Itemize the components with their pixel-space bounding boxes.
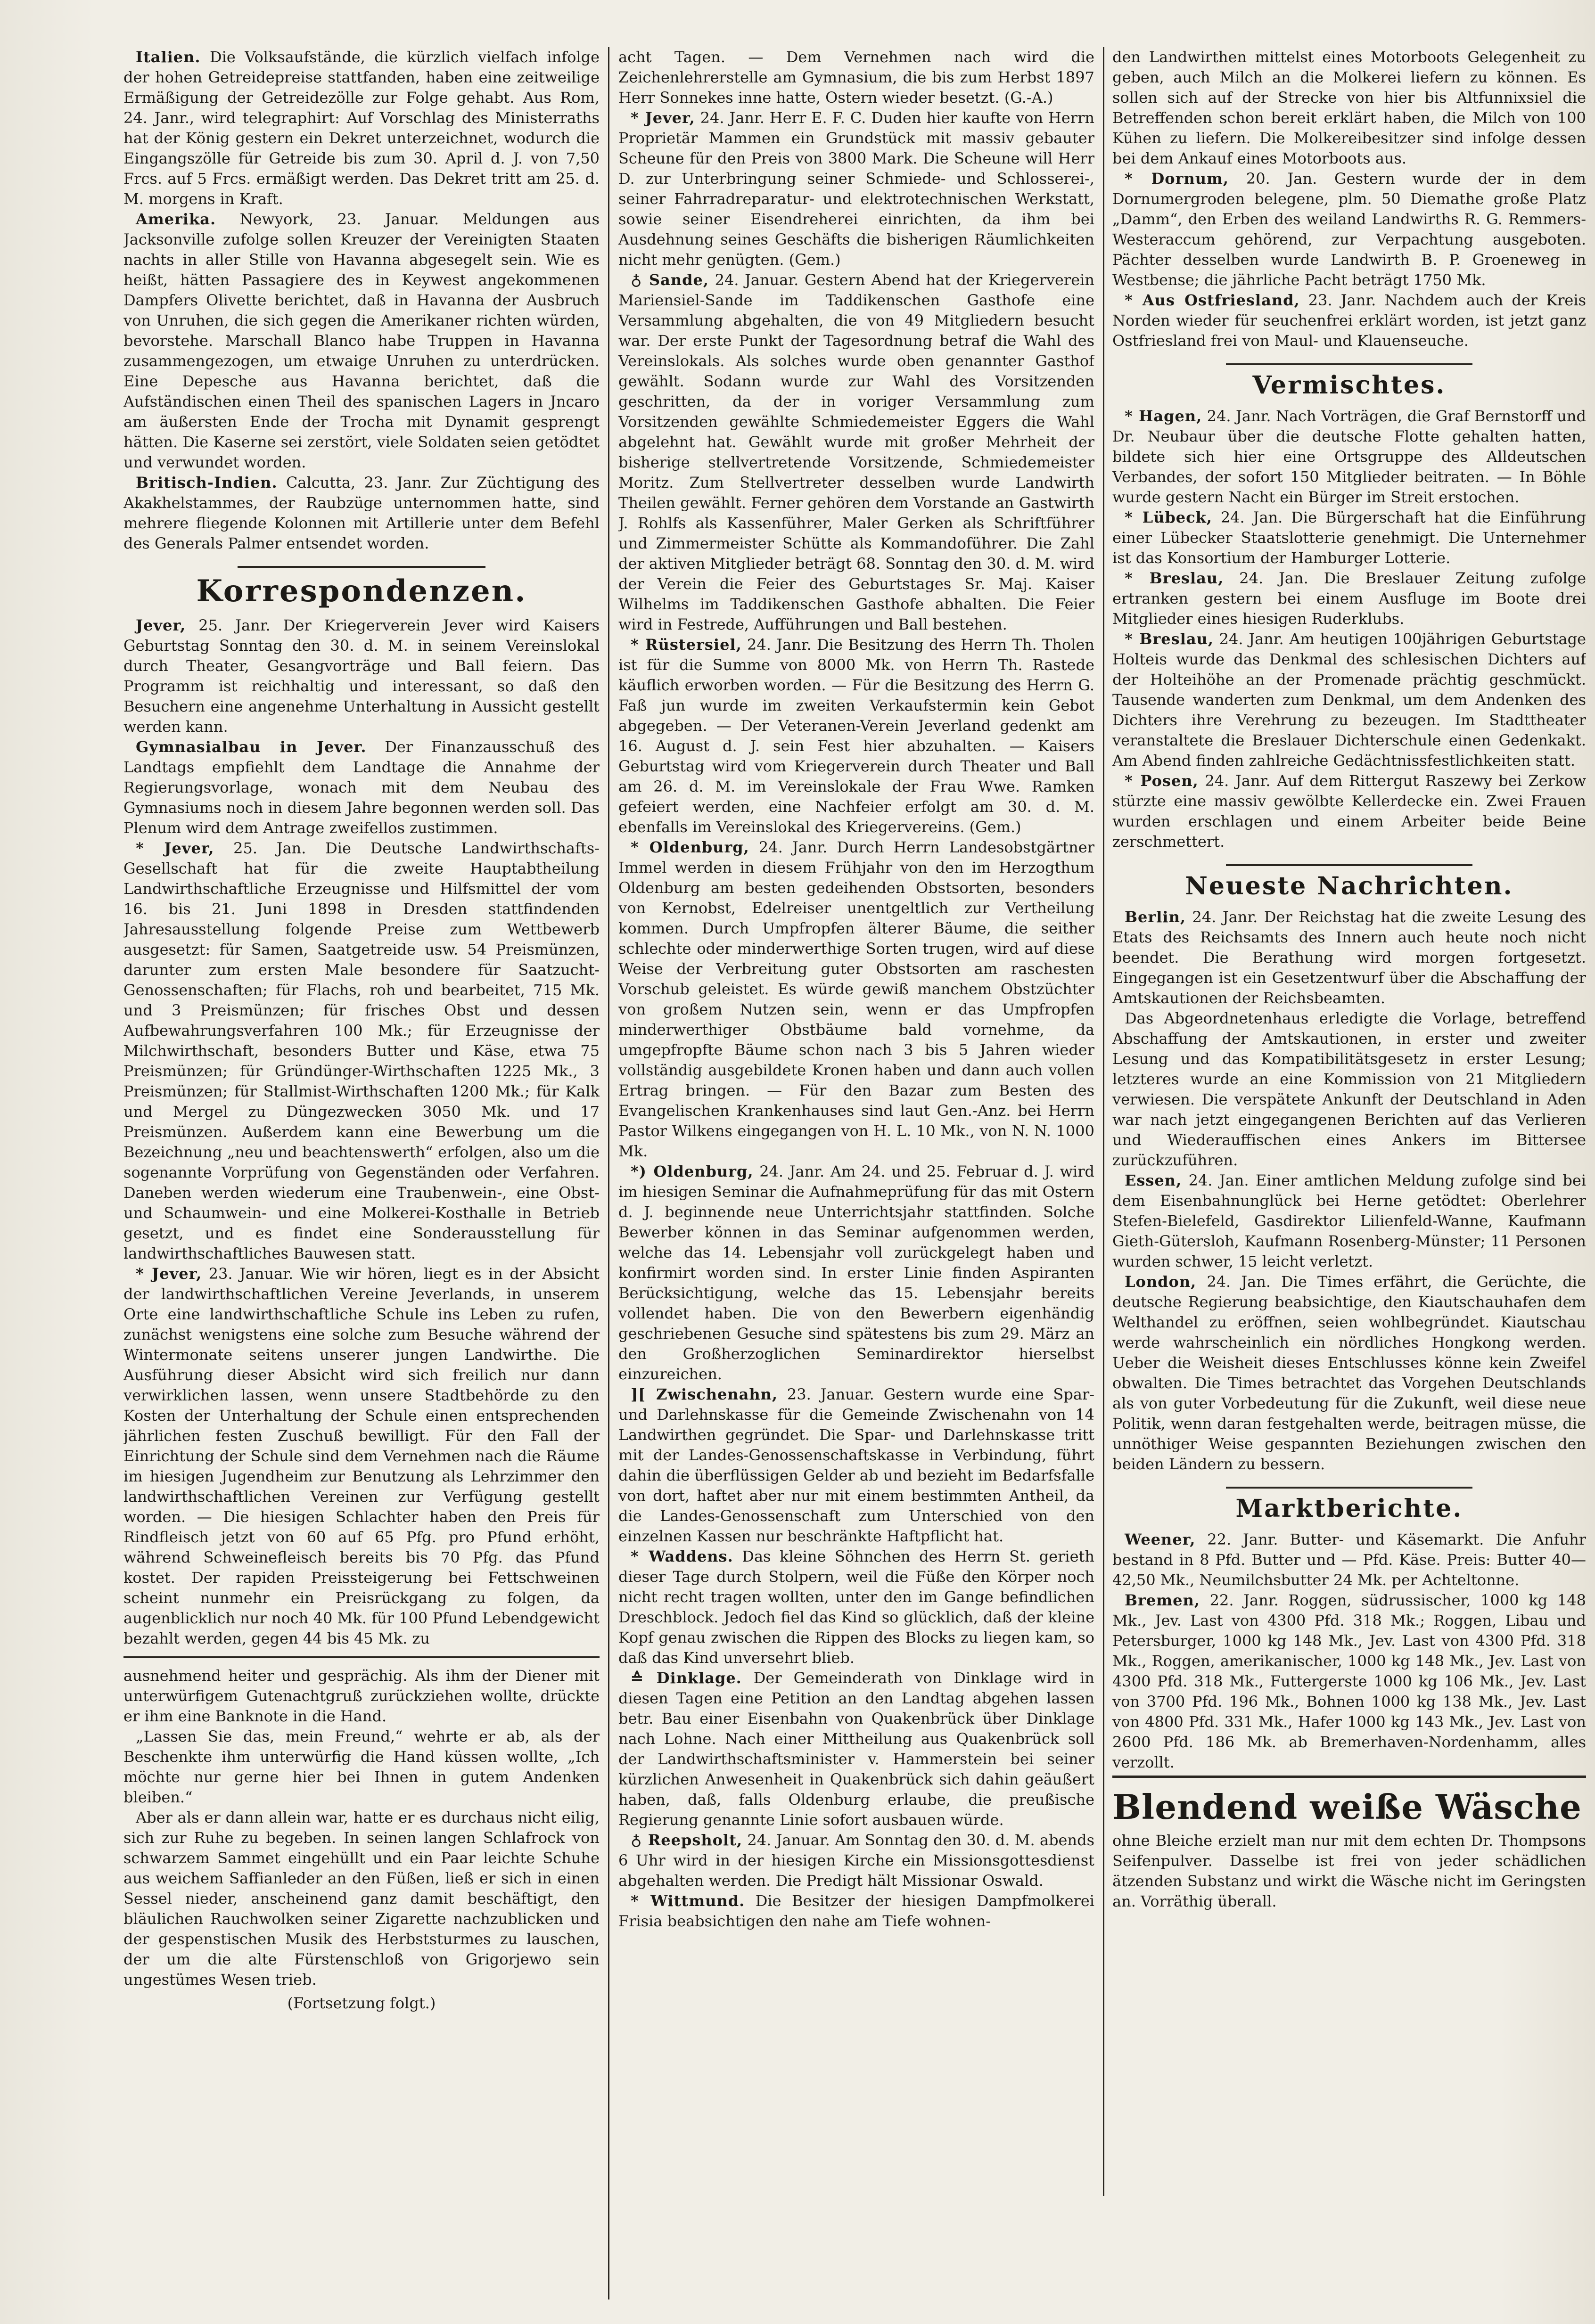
article-text: 24. Janr. Durch Herrn Landesobstgärtner Immel werden in diesem Frühjahr von den im Herzogthum Oldenburg am besten gedeihenden Obstsorten, besonders von Kernobst, Edelreiser unentgeltlich zur Vertheilung kommen. Durch Umpfropfen älterer Bäume, die seither schlechte oder minderwerthige Sorten trugen, wird auf diese Weise der Verbreitung guter Obstsorten am raschesten Vorschub geleistet. Es würde gewiß manchem Obstzüchter von großem Nutzen sein, wenn er das Umpfropfen minderwerthiger Obstbäume bald vornehme, da umgepfropfte Bäume schon nach 3 bis 5 Jahren wieder vollständig ausgebildete Kronen haben und dann auch vollen Ertrag bringen. — Für den Bazar zum Besten des Evangelischen Krankenhauses sind laut Gen.-Anz. bei Herrn Pastor Wilkens eingegangen von H. L. 10 Mk., von N. N. 1000 Mk. [618,838,1094,1160]
article-dateline: * Wittmund. [631,1892,745,1910]
article-text: Das kleine Söhnchen des Herrn St. gerieth dieser Tage durch Stolpern, weil die Füße den Körper noch nicht recht tragen wollten, unter den im Gange befindlichen Dreschblock. Jedoch fiel das Kind so glücklich, daß der kleine Kopf genau zwischen die Rippen des Blocks zu liegen kam, so daß das Kind unversehrt blieb. [618,1547,1094,1667]
column-rule-left [608,47,609,2299]
article-text: 20. Jan. Gestern wurde der in dem Dornumergroden belegene, plm. 50 Diemathe große Platz „Damm“, den Erben des weiland Landwirths R. G. Remmers-Westeraccum gehörend, zur Verpachtung ausgeboten. Pächter desselben wurde Landwirth B. P. Groeneweg in Westbense; die jährliche Pacht beträgt 1750 Mk. [1112,170,1586,289]
article-text: Die Besitzer der hiesigen Dampfmolkerei Frisia beabsichtigen den nahe am Tiefe wohnen- [618,1892,1094,1930]
article-text: den Landwirthen mittelst eines Motorboots Gelegenheit zu geben, auch Milch an die Molkerei liefern zu können. Es sollen sich auf der Strecke von hier bis Altfunnixsiel die Betreffenden schon bereit erklärt haben, die Milch von 100 Kühen zu liefern. Die Molkereibesitzer sind infolge dessen bei dem Ankauf eines Motorboots aus. [1112,48,1586,167]
article-text: 24. Jan. Die Bürgerschaft hat die Einführung einer Lübecker Staatslotterie genehmigt. Die Unternehmer ist das Konsortium der Hamburger Lotterie. [1112,508,1586,567]
article-paragraph [123,1666,600,1727]
column-right [1112,47,1586,2291]
article-text: 24. Jan. Die Breslauer Zeitung zufolge ertranken gestern bei einem Ausfluge im Boote drei Mitglieder eines hiesigen Ruderklubs. [1112,569,1586,628]
article-text: 24. Janr. Am heutigen 100jährigen Geburtstage Holteis wurde das Denkmal des schlesischen Dichters auf der Holteihöhe an der Promenade prächtig geschmückt. Tausende wanderten zum Denkmal, um dem Andenken des Dichters ihre Verehrung zu bezeugen. Im Stadttheater veranstaltete die Breslauer Dichterschule einen Gedenkakt. Am Abend finden zahlreiche Gedächtnissfestlichkeiten statt. [1112,630,1586,769]
article-dateline: ♁ Sande, [631,271,709,289]
article-text: „Lassen Sie das, mein Freund,“ wehrte er ab, als der Beschenkte ihm unterwürfig die Hand küssen wollte, „Ich möchte nur gerne hier bei Ihnen in gutem Andenken bleiben.“ [123,1727,600,1806]
article-paragraph [123,47,600,209]
section-heading: Korrespondenzen. [196,573,527,609]
article-paragraph [1112,47,1586,169]
article-paragraph [618,837,1094,1162]
article-paragraph [1112,406,1586,507]
article-dateline: London, [1125,1273,1197,1291]
article-text: Das Abgeordnetenhaus erledigte die Vorlage, betreffend Abschaffung der Amtskautionen, in erster und zweiter Lesung und das Kompatibilitätsgesetz in erster Lesung; letzteres wurde an eine Kommission von 21 Mitgliedern verwiesen. Die verspätete Ankunft der Deutschland in Aden war nach jetzt eingegangenen Berichten auf das Verlieren und Wiederauffischen eines Ankers im Bittersee zurückzuführen. [1112,1009,1586,1169]
article-dateline: * Rüstersiel, [631,636,742,654]
article-paragraph [618,1162,1094,1384]
section-divider [1226,363,1472,365]
article-text: 24. Janr. Auf dem Rittergut Raszewy bei Zerkow stürzte eine massiv gewölbte Kellerdecke ein. Zwei Frauen wurden erschlagen und einem Arbeiter beide Beine zerschmettert. [1112,772,1586,851]
article-text: 24. Janr. Der Reichstag hat die zweite Lesung des Etats des Reichsamts des Innern auch heute noch nicht beendet. Die Berathung wird morgen fortgesetzt. Eingegangen ist ein Gesetzentwurf über die Abschaffung der Amtskautionen der Reichsbeamten. [1112,908,1586,1007]
article-text: Die Volksaufstände, die kürzlich vielfach infolge der hohen Getreidepreise stattfanden, haben eine zeitweilige Ermäßigung der Getreidezölle zur Folge gehabt. Aus Rom, 24. Janr., wird telegraphirt: Auf Vorschlag des Ministerraths hat der König gestern ein Dekret unterzeichnet, wodurch die Eingangszölle für Getreide bis zum 30. April d. J. von 7,50 Frcs. auf 5 Frcs. ermäßigt werden. Das Dekret tritt am 25. d. M. morgens in Kraft. [123,48,600,208]
article-paragraph [123,737,600,838]
article-paragraph [123,1808,600,1990]
article-text: 23. Januar. Wie wir hören, liegt es in der Absicht der landwirthschaftlichen Vereine Jeverlands, in unserem Orte eine landwirthschaftliche Schule ins Leben zu rufen, zunächst wenigstens eine solche zum Besuche während der Wintermonate seitens unserer jungen Landwirthe. Die Ausführung dieser Absicht wird sich freilich nur dann verwirklichen lassen, wenn unsere Stadtbehörde zu den Kosten der Unterhaltung der Schule einen entsprechenden jährlichen festen Zuschuß bewilligt. Für den Fall der Einrichtung der Schule sind dem Vernehmen nach die Räume im hiesigen Jugendheim zur Benutzung als Lehrzimmer den landwirthschaftlichen Vereinen zur Verfügung gestellt worden. — Die hiesigen Schlachter haben den Preis für Rindfleisch jetzt von 60 auf 65 Pfg. pro Pfund erhöht, während Schweinefleisch bereits bis 70 Pfg. das Pfund kostet. Der rapiden Preissteigerung bei Fettschweinen scheint nunmehr ein Preisrückgang zu folgen, da augenblicklich nur noch 40 Mk. für 100 Pfund Lebendgewicht bezahlt werden, gegen 44 bis 45 Mk. zu [123,1265,600,1647]
section-divider [1226,864,1472,866]
article-text: 25. Jan. Die Deutsche Landwirthschafts-Gesellschaft hat für die zweite Hauptabtheilung Landwirthschaftliche Erzeugnisse und Hilfsmittel der vom 16. bis 21. Juni 1898 in Dresden stattfindenden Jahresausstellung folgende Preise zum Wettbewerb ausgesetzt: für Samen, Saatgetreide usw. 54 Preismünzen, darunter zum ersten Male besondere für Saatzucht-Genossenschaften; für Flachs, roh und bearbeitet, 715 Mk. und 3 Preismünzen; für frisches Obst und dessen Aufbewahrungsverfahren 100 Mk.; für Erzeugnisse der Milchwirthschaft, besonders Butter und Käse, etwa 75 Preismünzen; für Gründünger-Wirthschaften 1225 Mk., 3 Preismünzen; für Stallmist-Wirthschaften 1200 Mk.; für Kalk und Mergel zu Düngezwecken 3050 Mk. und 17 Preismünzen. Außerdem kann eine Bewerbung um die Bezeichnung „neu und beachtenswerth“ erfolgen, also um die sogenannte Vorprüfung von Gegenständen oder Verfahren. Daneben werden wiederum eine Traubenwein-, eine Obst- und Schaumwein- und eine Molkerei-Kosthalle in Betrieb gesetzt, und es findet eine Sonderausstellung für landwirthschaftliches Bauwesen statt. [123,839,600,1262]
article-dateline: * Breslau, [1125,569,1224,587]
article-text: 25. Janr. Der Kriegerverein Jever wird Kaisers Geburtstag Sonntag den 30. d. M. in seinem Vereinslokal durch Theater, Gesangvorträge und Ball feiern. Das Programm ist reichhaltig und interessant, so daß den Besuchern eine angenehme Unterhaltung in Aussicht gestellt werden kann. [123,616,600,736]
article-dateline: * Posen, [1125,772,1199,790]
article-paragraph [1112,1008,1586,1170]
article-paragraph [1112,568,1586,629]
article-paragraph [1112,771,1586,852]
article-text: 24. Jan. Einer amtlichen Meldung zufolge sind bei dem Eisenbahnunglück bei Herne getödtet: Oberlehrer Stefen-Bielefeld, Gasdirektor Lilienfeld-Wanne, Kaufmann Gieth-Gütersloh, Kaufmann Rosenberg-Münster; 11 Personen wurden schwer, 15 leicht verletzt. [1112,1171,1586,1270]
column-left [123,47,600,2291]
article-paragraph [618,270,1094,635]
article-text: Der Gemeinderath von Dinklage wird in diesen Tagen eine Petition an den Landtag abgehen lassen betr. Bau einer Eisenbahn von Quakenbrück über Dinklage nach Lohne. Nach einer Mittheilung aus Quakenbrück soll der Landwirthschaftsminister v. Hammerstein bei seiner kürzlichen Anwesenheit in Quakenbrück sich dahin geäußert haben, daß, falls Oldenburg erlaube, die preußische Regierung genannte Linie sofort ausbauen würde. [618,1669,1094,1829]
article-dateline: Weener, [1125,1530,1196,1548]
feuilleton-divider [123,1656,600,1658]
advertisement-text: ohne Bleiche erzielt man nur mit dem echten Dr. Thompsons Seifenpulver. Dasselbe ist frei von jeder schädlichen ätzenden Substanz und wirkt die Wäsche nicht im Geringsten an. Vorräthig überall. [1112,1832,1586,1910]
article-text: ausnehmend heiter und gesprächig. Als ihm der Diener mit unterwürfigem Gutenachtgruß zurückziehen wollte, drückte er ihm eine Banknote in die Hand. [123,1667,600,1725]
article-paragraph [1112,169,1586,290]
article-dateline: * Waddens. [631,1547,733,1565]
article-text: 22. Janr. Roggen, südrussischer, 1000 kg 148 Mk., Jev. Last von 4300 Pfd. 318 Mk.; Roggen, Libau und Petersburger, 1000 kg 148 Mk., Jev. Last von 4300 Pfd. 318 Mk., Roggen, amerikanischer, 1000 kg 148 Mk., Jev. Last von 4300 Pfd. 318 Mk., Futtergerste 1000 kg 106 Mk., Jev. Last von 3700 Pfd. 196 Mk., Bohnen 1000 kg 138 Mk., Jev. Last von 4800 Pfd. 331 Mk., Hafer 1000 kg 143 Mk., Jev. Last von 2600 Pfd. 186 Mk. ab Bremerhaven-Nordenhamm, alles verzollt. [1112,1591,1586,1771]
advertisement [1112,1776,1586,1912]
article-paragraph [123,473,600,554]
article-paragraph [618,1891,1094,1931]
section-heading: Neueste Nachrichten. [1185,872,1513,900]
article-text: 24. Jan. Die Times erfährt, die Gerüchte, die deutsche Regierung beabsichtige, den Kiautschauhafen dem Welthandel zu eröffnen, seien wohlbegründet. Kiautschau werde wahrscheinlich ein nördliches Hongkong werden. Ueber die Weisheit dieses Entschlusses könne kein Zweifel obwalten. Die Times betrachtet das Vorgehen Deutschlands als von guter Vorbedeutung für die Zukunft, weil diese neue Politik, wenn daran festgehalten werde, beitragen müsse, die unnöthiger Weise gespannten Beziehungen zwischen den beiden Ländern zu bessern. [1112,1273,1586,1473]
article-text: Der Finanzausschuß des Landtags empfiehlt dem Landtage die Annahme der Regierungsvorlage, wonach mit dem Neubau des Gymnasiums noch in diesem Jahre begonnen werden soll. Das Plenum wird dem Antrage zweifellos zustimmen. [123,738,600,837]
continuation-note: (Fortsetzung folgt.) [287,1994,436,2012]
article-dateline: *) Oldenburg, [631,1162,754,1180]
article-dateline: ≙ Dinklage. [631,1669,742,1687]
article-paragraph [618,1668,1094,1830]
article-dateline: * Lübeck, [1125,508,1212,526]
article-text: 24. Janr. Herr E. F. C. Duden hier kaufte von Herrn Proprietär Mammen ein Grundstück mit massiv gebauter Scheune für den Preis von 3800 Mark. Die Scheune will Herr D. zur Unterbringung seiner Schmiede- und Schlosserei-, seiner Fahrradreparatur- und elektrotechnischen Werkstatt, sowie seiner Eisendreherei einrichten, da ihm bei Ausdehnung seines Geschäfts die bisherigen Räumlichkeiten nicht mehr genügten. (Gem.) [618,109,1094,269]
advertisement-headline: Blendend weiße Wäsche [1112,1787,1582,1827]
article-paragraph [1112,1590,1586,1773]
article-text: 23. Janr. Nachdem auch der Kreis Norden wieder für seuchenfrei erklärt worden, ist jetzt ganz Ostfriesland frei von Maul- und Klauenseuche. [1112,291,1586,350]
article-paragraph [123,1264,600,1649]
article-paragraph [1112,507,1586,568]
article-text: 24. Janr. Nach Vorträgen, die Graf Bernstorff und Dr. Neubaur über die deutsche Flotte gehalten hatten, bildete sich hier eine Ortsgruppe des Alldeutschen Verbandes, der sofort 150 Mitglieder beitraten. — In Böhle wurde gestern Nacht ein Bürger im Streit erstochen. [1112,407,1586,506]
article-text: Aber als er dann allein war, hatte er es durchaus nicht eilig, sich zur Ruhe zu begeben. In seinen langen Schlafrock von schwarzem Sammet eingehüllt und ein Paar leichte Schuhe aus weichem Saffianleder an den Füßen, ließ er sich in einen Sessel nieder, anscheinend ganz damit beschäftigt, den bläulichen Rauchwolken seiner Zigarette nachzublicken und der gespenstischen Musik des Herbststurmes zu lauschen, der um die alte Fürstenschloß von Grigorjewo sein ungestümes Wesen trieb. [123,1808,600,1988]
article-paragraph [123,209,600,473]
article-dateline: Amerika. [136,210,216,228]
section-heading: Marktberichte. [1235,1494,1463,1523]
article-paragraph [1112,1272,1586,1474]
article-text: 24. Januar. Am Sonntag den 30. d. M. abends 6 Uhr wird in der hiesigen Kirche ein Missionsgottesdienst abgehalten werden. Die Predigt hält Missionar Oswald. [618,1831,1094,1890]
article-paragraph [618,1830,1094,1891]
section-divider [238,566,485,568]
article-dateline: Jever, [136,616,186,634]
article-dateline: * Hagen, [1125,407,1202,425]
article-paragraph [618,1547,1094,1668]
article-paragraph [1112,1530,1586,1590]
article-paragraph [618,108,1094,270]
article-text: 23. Januar. Gestern wurde eine Spar- und Darlehnskasse für die Gemeinde Zwischenahn von 14 Landwirthen gegründet. Die Spar- und Darlehnskasse tritt mit der Landes-Genossenschaftskasse in Verbindung, führt dahin die überflüssigen Gelder ab und bezieht im Bedarfsfalle von dort, haftet aber nur mit einem bestimmten Antheil, da die Landes-Genossenschaft zum Unterschied von den einzelnen Kassen nur beschränkte Haftpflicht hat. [618,1385,1094,1545]
article-dateline: * Jever, [631,109,695,127]
article-paragraph [618,1384,1094,1547]
article-paragraph [123,838,600,1264]
article-dateline: ♁ Reepsholt, [631,1831,743,1849]
article-text: Newyork, 23. Januar. Meldungen aus Jacksonville zufolge sollen Kreuzer der Vereinigten Staaten nachts in aller Stille von Havanna abgesegelt sein. Wie es heißt, hätten Passagiere des in Keywest angekommenen Dampfers Olivette berichtet, daß in Havanna der Ausbruch von Unruhen, die sich gegen die Amerikaner richten würden, bevorstehe. Marschall Blanco habe Truppen in Havanna zusammengezogen, um etwaige Unruhen zu unterdrücken. Eine Depesche aus Havanna berichtet, daß die Aufständischen einen Theil des spanischen Lagers in Jncaro am äußersten Ende der Trocha mit Dynamit gesprengt hätten. Die Kaserne sei zerstört, viele Soldaten seien getödtet und verwundet worden. [123,210,600,471]
article-text: Calcutta, 23. Janr. Zur Züchtigung des Akakhelstammes, der Raubzüge unternommen hatte, sind mehrere fliegende Kolonnen mit Artillerie unter dem Befehl des Generals Palmer entsendet worden. [123,474,600,552]
article-dateline: * Breslau, [1125,630,1214,648]
article-dateline: Britisch-Indien. [136,474,278,491]
article-text: 24. Janr. Am 24. und 25. Februar d. J. wird im hiesigen Seminar die Aufnahmeprüfung für das mit Ostern d. J. beginnende neue Unterrichtsjahr stattfinden. Solche Bewerber können in das Seminar aufgenommen werden, welche das 14. Lebensjahr voll zurückgelegt haben und konfirmirt worden sind. In erster Linie finden Aspiranten Berücksichtigung, welche das 15. Lebensjahr bereits vollendet haben. Die von den Bewerbern eigenhändig geschriebenen Gesuche sind spätestens bis zum 29. März an den Großherzoglichen Seminardirektor hierselbst einzureichen. [618,1162,1094,1383]
article-paragraph [1112,629,1586,771]
article-dateline: Berlin, [1125,908,1186,926]
section-heading: Vermischtes. [1252,371,1446,400]
column-rule-right [1103,47,1104,2196]
article-paragraph [123,615,600,737]
article-paragraph [123,1727,600,1808]
article-paragraph [1112,1170,1586,1272]
column-middle [618,47,1094,2291]
article-dateline: Essen, [1125,1171,1182,1189]
article-paragraph [618,635,1094,837]
article-dateline: Italien. [136,48,201,66]
article-text: 22. Janr. Butter- und Käsemarkt. Die Anfuhr bestand in 8 Pfd. Butter und — Pfd. Käse. Preis: Butter 40—42,50 Mk., Neumilchsbutter 24 Mk. per Achteltonne. [1112,1530,1586,1589]
article-dateline: ][ Zwischenahn, [631,1385,778,1403]
article-paragraph [618,47,1094,108]
article-dateline: * Jever, [136,839,214,857]
article-text: acht Tagen. — Dem Vernehmen nach wird die Zeichenlehrerstelle am Gymnasium, die bis zum Herbst 1897 Herr Sonnekes inne hatte, Ostern wieder besetzt. (G.-A.) [618,48,1094,106]
article-text: 24. Januar. Gestern Abend hat der Kriegerverein Mariensiel-Sande im Taddikenschen Gasthofe eine Versammlung abgehalten, die von 49 Mitgliedern besucht war. Der erste Punkt der Tagesordnung betraf die Wahl des Vereinslokals. Als solches wurde oben genannter Gasthof gewählt. Sodann wurde zur Wahl des Vorsitzenden geschritten, da der in voriger Versammlung zum Vorsitzenden gewählte Schmiedemeister Eggers die Wahl abgelehnt hat. Gewählt wurde mit großer Mehrheit der bisherige stellvertretende Vorsitzende, Schmiedemeister Moritz. Zum Stellvertreter desselben wurde Landwirth Theilen gewählt. Ferner gehören dem Vorstande an Gastwirth J. Rohlfs als Kassenführer, Maler Gerken als Schriftführer und Zimmermeister Schütte als Kommandoführer. Die Zahl der aktiven Mitglieder beträgt 68. Sonntag den 30. d. M. wird der Verein die Feier des Geburtstages Sr. Maj. Kaiser Wilhelms im Taddikenschen Gasthofe abhalten. Die Feier wird in Festrede, Aufführungen und Ball bestehen. [618,271,1094,633]
article-dateline: * Aus Ostfriesland, [1125,291,1300,309]
article-paragraph [1112,907,1586,1008]
article-dateline: * Oldenburg, [631,838,749,856]
section-divider [1226,1487,1472,1489]
article-dateline: Bremen, [1125,1591,1200,1609]
article-dateline: * Dornum, [1125,170,1229,188]
article-dateline: Gymnasialbau in Jever. [136,738,367,756]
article-dateline: * Jever, [136,1265,202,1283]
article-text: 24. Janr. Die Besitzung des Herrn Th. Tholen ist für die Summe von 8000 Mk. von Herrn Th. Rastede käuflich erworben worden. — Für die Besitzung des Herrn G. Faß jun wurde im zweiten Verkaufstermin kein Gebot abgegeben. — Der Veteranen-Verein Jeverland gedenkt am 16. August d. J. sein Fest hier abzuhalten. — Kaisers Geburtstag wird vom Kriegerverein durch Theater und Ball am 26. d. M. im Vereinslokale der Frau Wwe. Ramken gefeiert werden, eine Nachfeier erfolgt am 30. d. M. ebenfalls im Vereinslokal des Kriegervereins. (Gem.) [618,636,1094,836]
article-paragraph [1112,290,1586,351]
